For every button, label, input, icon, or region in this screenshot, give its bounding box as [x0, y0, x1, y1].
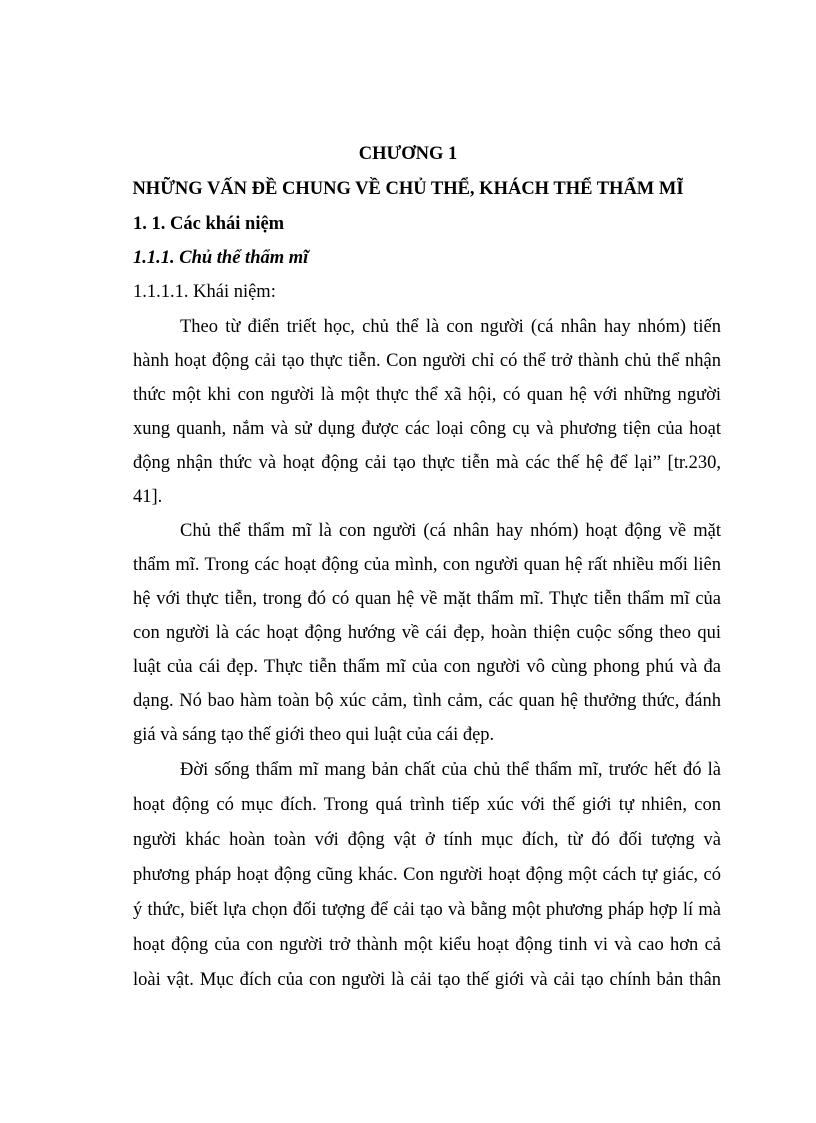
paragraph-line: hệ với thực tiễn, trong đó có quan hệ về mặt thẩm mĩ. Thực tiễn thẩm mĩ của — [133, 589, 721, 609]
paragraph-line: Theo từ điển triết học, chủ thể là con người (cá nhân hay nhóm) tiến — [180, 317, 721, 337]
section-heading: 1. 1. Các khái niệm — [133, 214, 285, 234]
paragraph-line: hoạt động có mục đích. Trong quá trình tiếp xúc với thế giới tự nhiên, con — [133, 795, 721, 815]
paragraph-line: 41]. — [133, 487, 163, 507]
paragraph-line: luật của cái đẹp. Thực tiễn thẩm mĩ của con người vô cùng phong phú và đa — [133, 657, 721, 677]
paragraph-line: hoạt động của con người trở thành một kiểu hoạt động tinh vi và cao hơn cả — [133, 935, 721, 955]
chapter-label: CHƯƠNG 1 — [358, 144, 458, 164]
subsubsection-heading: 1.1.1.1. Khái niệm: — [133, 282, 276, 302]
paragraph-line: ý thức, biết lựa chọn đối tượng để cải tạo và bằng một phương pháp hợp lí mà — [133, 900, 721, 920]
paragraph-line: loài vật. Mục đích của con người là cải tạo thế giới và cải tạo chính bản thân — [133, 970, 721, 990]
paragraph-line: Đời sống thẩm mĩ mang bản chất của chủ thể thẩm mĩ, trước hết đó là — [180, 760, 721, 780]
paragraph-line: dạng. Nó bao hàm toàn bộ xúc cảm, tình cảm, các quan hệ thưởng thức, đánh — [133, 691, 721, 711]
subsection-heading: 1.1.1. Chủ thể thẩm mĩ — [133, 248, 309, 268]
paragraph-line: thẩm mĩ. Trong các hoạt động của mình, con người quan hệ rất nhiều mối liên — [133, 555, 721, 575]
paragraph-line: thức một khi con người là một thực thể xã hội, có quan hệ với những người — [133, 385, 721, 405]
paragraph-line: phương pháp hoạt động cũng khác. Con người hoạt động một cách tự giác, có — [133, 865, 721, 885]
paragraph-line: xung quanh, nắm và sử dụng được các loại công cụ và phương tiện của hoạt — [133, 419, 721, 439]
paragraph-line: giá và sáng tạo thế giới theo qui luật của cái đẹp. — [133, 725, 495, 745]
paragraph-line: con người là các hoạt động hướng về cái đẹp, hoàn thiện cuộc sống theo qui — [133, 623, 721, 643]
chapter-title: NHỮNG VẤN ĐỀ CHUNG VỀ CHỦ THỂ, KHÁCH THỂ THẨM MĨ — [132, 179, 684, 199]
paragraph-line: hành hoạt động cải tạo thực tiễn. Con người chỉ có thể trở thành chủ thể nhận — [133, 351, 721, 371]
paragraph-line: động nhận thức và hoạt động cải tạo thực tiễn mà các thế hệ để lại” [tr.230, — [133, 453, 721, 473]
paragraph-line: Chủ thể thẩm mĩ là con người (cá nhân hay nhóm) hoạt động về mặt — [180, 521, 721, 541]
paragraph-line: người khác hoàn toàn với động vật ở tính mục đích, từ đó đối tượng và — [133, 830, 721, 850]
